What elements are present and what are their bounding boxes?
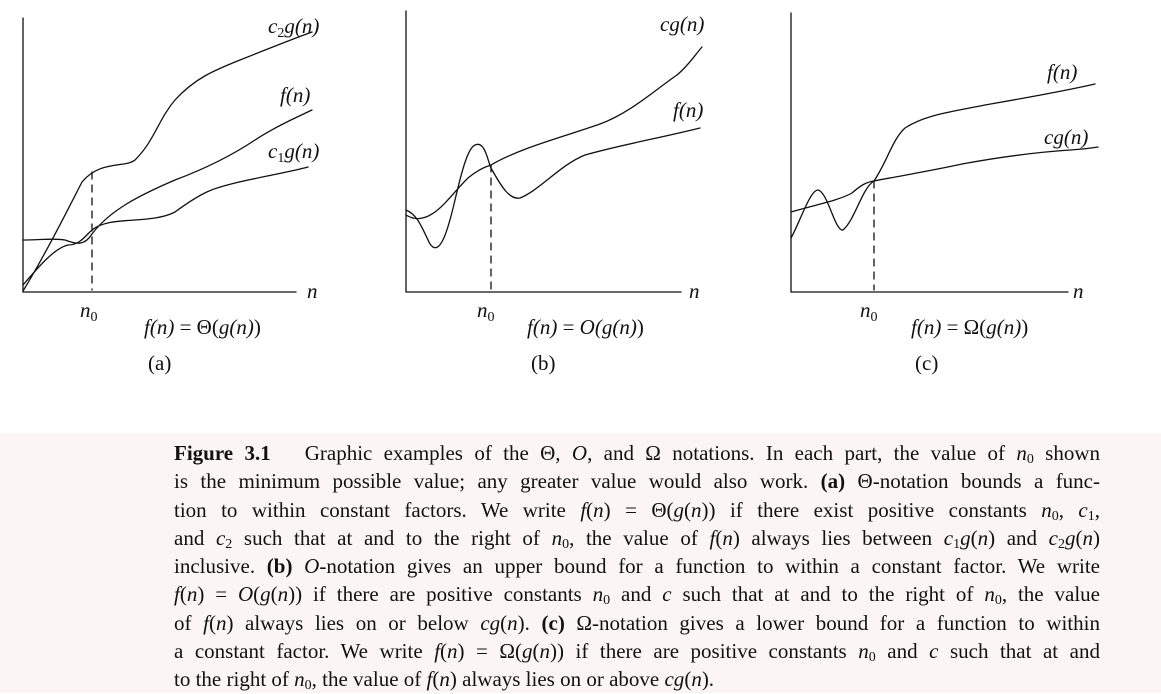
figure-caption	[174, 439, 1100, 694]
panel-c	[791, 13, 1098, 292]
panel-a-lower-bound-label: c1g(n)	[268, 139, 320, 166]
panel-b	[406, 11, 705, 292]
panel-c-n0-label: n0	[860, 298, 878, 325]
panel-a-formula: f(n) = Θ(g(n))	[144, 315, 261, 339]
panel-a-axis-label: n	[307, 279, 318, 303]
panel-b-f-curve	[406, 128, 700, 248]
panel-a-letter: (a)	[148, 351, 172, 375]
caption-line: and $c_2$ such that at and to the right of $n_0$, the value of f(n) always lies between $c_1g(n)$ and $c_2g(n)$	[174, 525, 1100, 552]
panel-b-f-label: f(n)	[673, 98, 704, 122]
panel-a-upper-bound-label: c2g(n)	[268, 14, 320, 41]
panel-a-n0-label: n0	[80, 298, 98, 325]
caption-line: tion to within constant factors. We write f(n) = Θ(g(n)) if there exist positive constants $n_0$, $c_1$,	[174, 497, 1100, 524]
panel-b-bound-curve	[406, 47, 702, 219]
panel-b-bound-label: cg(n)	[660, 12, 705, 36]
caption-line: is the minimum possible value; any greater value would also work. (a) Θ-notation bounds a func-	[174, 469, 1100, 494]
panel-a-f-curve	[23, 110, 312, 243]
panel-b-n0-label: n0	[477, 298, 495, 325]
panel-b-formula: f(n) = O(g(n))	[527, 315, 644, 339]
panel-c-formula: f(n) = Ω(g(n))	[911, 315, 1029, 339]
caption-line: Figure 3.1 Graphic examples of the Θ, O, and Ω notations. In each part, the value of $n_0$ shown	[174, 441, 1101, 467]
caption-line: inclusive. (b) O-notation gives an upper bound for a function to within a constant factor. We write	[174, 554, 1100, 579]
panel-c-f-label: f(n)	[1047, 60, 1078, 84]
panel-c-bound-label: cg(n)	[1044, 125, 1089, 149]
caption-line: a constant factor. We write f(n) = Ω(g(n)) if there are positive constants $n_0$ and c such that at and	[174, 639, 1100, 666]
panel-c-letter: (c)	[915, 351, 939, 375]
caption-line: of f(n) always lies on or below cg(n). (c) Ω-notation gives a lower bound for a function to within	[174, 610, 1100, 635]
panel-c-f-curve	[791, 84, 1095, 238]
panel-c-bound-curve	[791, 147, 1098, 212]
panel-b-axis-label: n	[689, 279, 700, 303]
caption-line: f(n) = O(g(n)) if there are positive constants $n_0$ and c such that at and to the right of $n_0$, the value	[174, 582, 1100, 609]
panel-c-axis-label: n	[1073, 279, 1084, 303]
panel-b-letter: (b)	[531, 351, 556, 375]
caption-line: to the right of $n_0$, the value of f(n) always lies on or above cg(n).	[174, 667, 715, 694]
panel-a-f-label: f(n)	[280, 83, 311, 107]
